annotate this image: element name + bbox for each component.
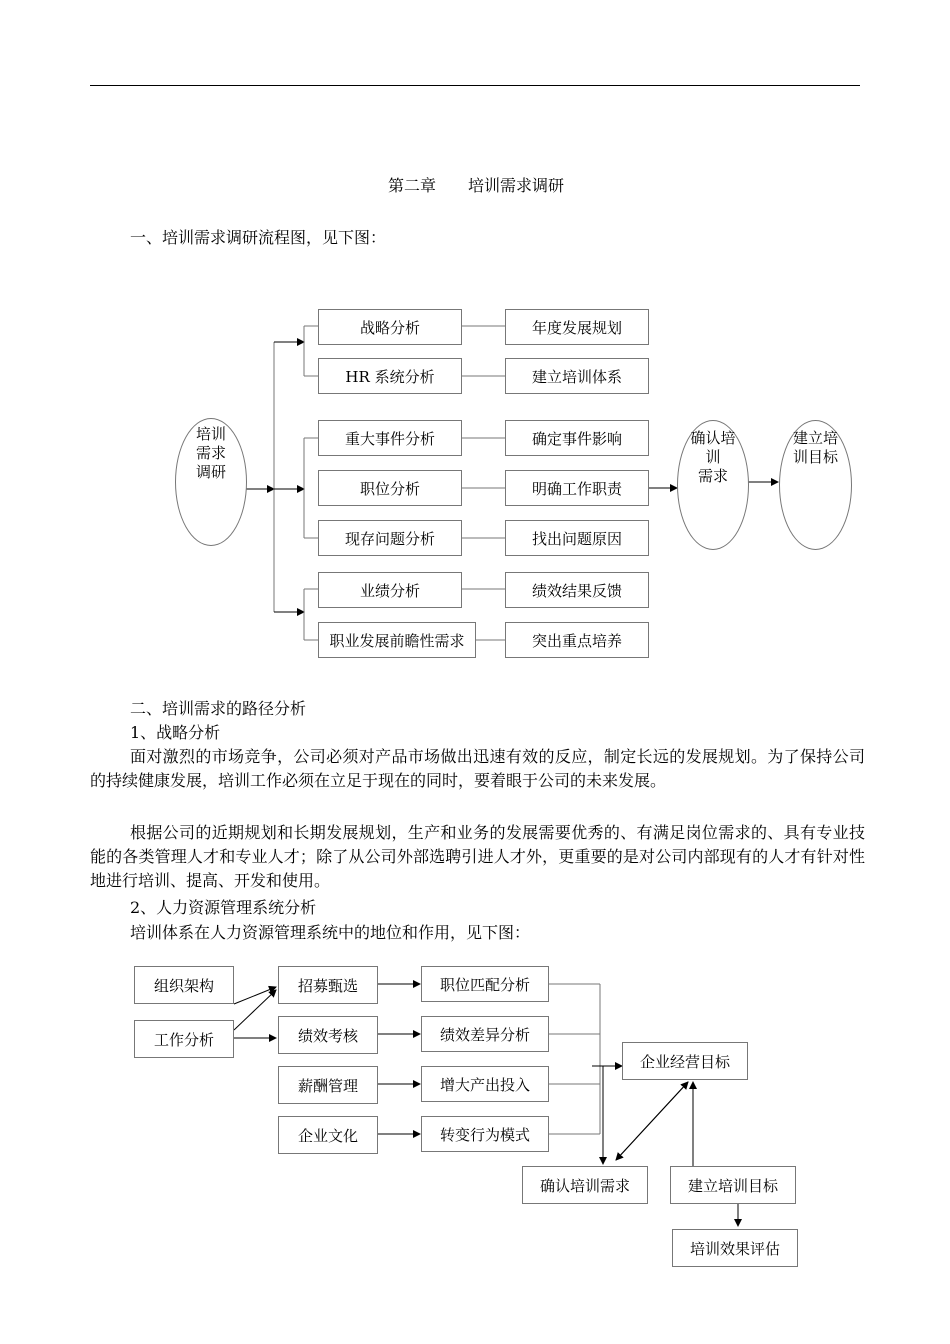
set-training-goal-box: 建立培训目标 (670, 1166, 796, 1204)
existing-problem-analysis-box: 现存问题分析 (318, 520, 462, 556)
career-development-box: 职业发展前瞻性需求 (318, 622, 476, 658)
key-training-box: 突出重点培养 (505, 622, 649, 658)
job-analysis-box: 职位分析 (318, 470, 462, 506)
behavior-change-box: 转变行为模式 (421, 1116, 549, 1152)
subsection1-heading: 1、战略分析 (130, 723, 221, 742)
clarify-duties-box: 明确工作职责 (505, 470, 649, 506)
training-evaluation-box: 培训效果评估 (672, 1229, 798, 1267)
corporate-culture-box: 企业文化 (278, 1116, 378, 1154)
performance-gap-box: 绩效差异分析 (421, 1016, 549, 1052)
hr-system-analysis-box: HR 系统分析 (318, 358, 462, 394)
subsection2-heading: 2、人力资源管理系统分析 (130, 898, 317, 917)
chapter-title: 第二章 培训需求调研 (388, 176, 565, 195)
business-goal-box: 企业经营目标 (622, 1042, 748, 1080)
hr-system-paragraph: 培训体系在人力资源管理系统中的地位和作用，见下图： (130, 923, 531, 942)
find-cause-box: 找出问题原因 (505, 520, 649, 556)
org-structure-box: 组织架构 (134, 966, 234, 1004)
strategy-paragraph-1: 面对激烈的市场竞争，公司必须对产品市场做出迅速有效的反应，制定长远的发展规划。为了保持公司的持续健康发展，培训工作必须在立足于现在的同时，要着眼于公司的未来发展。 (90, 747, 865, 790)
compensation-box: 薪酬管理 (278, 1066, 378, 1104)
set-goal-oval: 建立培 训目标 (779, 420, 852, 550)
performance-feedback-box: 绩效结果反馈 (505, 572, 649, 608)
section2-heading: 二、培训需求的路径分析 (130, 699, 307, 718)
section1-heading: 一、培训需求调研流程图，见下图： (130, 228, 387, 247)
event-impact-box: 确定事件影响 (505, 420, 649, 456)
increase-output-box: 增大产出投入 (421, 1066, 549, 1102)
job-match-box: 职位匹配分析 (421, 966, 549, 1002)
confirm-training-needs-box: 确认培训需求 (522, 1166, 648, 1204)
confirm-needs-oval: 确认培 训 需求 (677, 420, 749, 550)
strategy-analysis-box: 战略分析 (318, 309, 462, 345)
performance-appraisal-box: 绩效考核 (278, 1016, 378, 1054)
training-needs-research-oval: 培训 需求 调研 (175, 418, 247, 546)
performance-analysis-box: 业绩分析 (318, 572, 462, 608)
build-training-system-box: 建立培训体系 (505, 358, 649, 394)
annual-plan-box: 年度发展规划 (505, 309, 649, 345)
strategy-paragraph-2: 根据公司的近期规划和长期发展规划，生产和业务的发展需要优秀的、有满足岗位需求的、具有专业技能的各类管理人才和专业人才；除了从公司外部选聘引进人才外，更重要的是对公司内部现有的人才有针对性地进行培训、提高、开发和使用。 (90, 823, 865, 890)
recruitment-box: 招募甄选 (278, 966, 378, 1004)
major-event-analysis-box: 重大事件分析 (318, 420, 462, 456)
job-analysis-hr-box: 工作分析 (134, 1020, 234, 1058)
